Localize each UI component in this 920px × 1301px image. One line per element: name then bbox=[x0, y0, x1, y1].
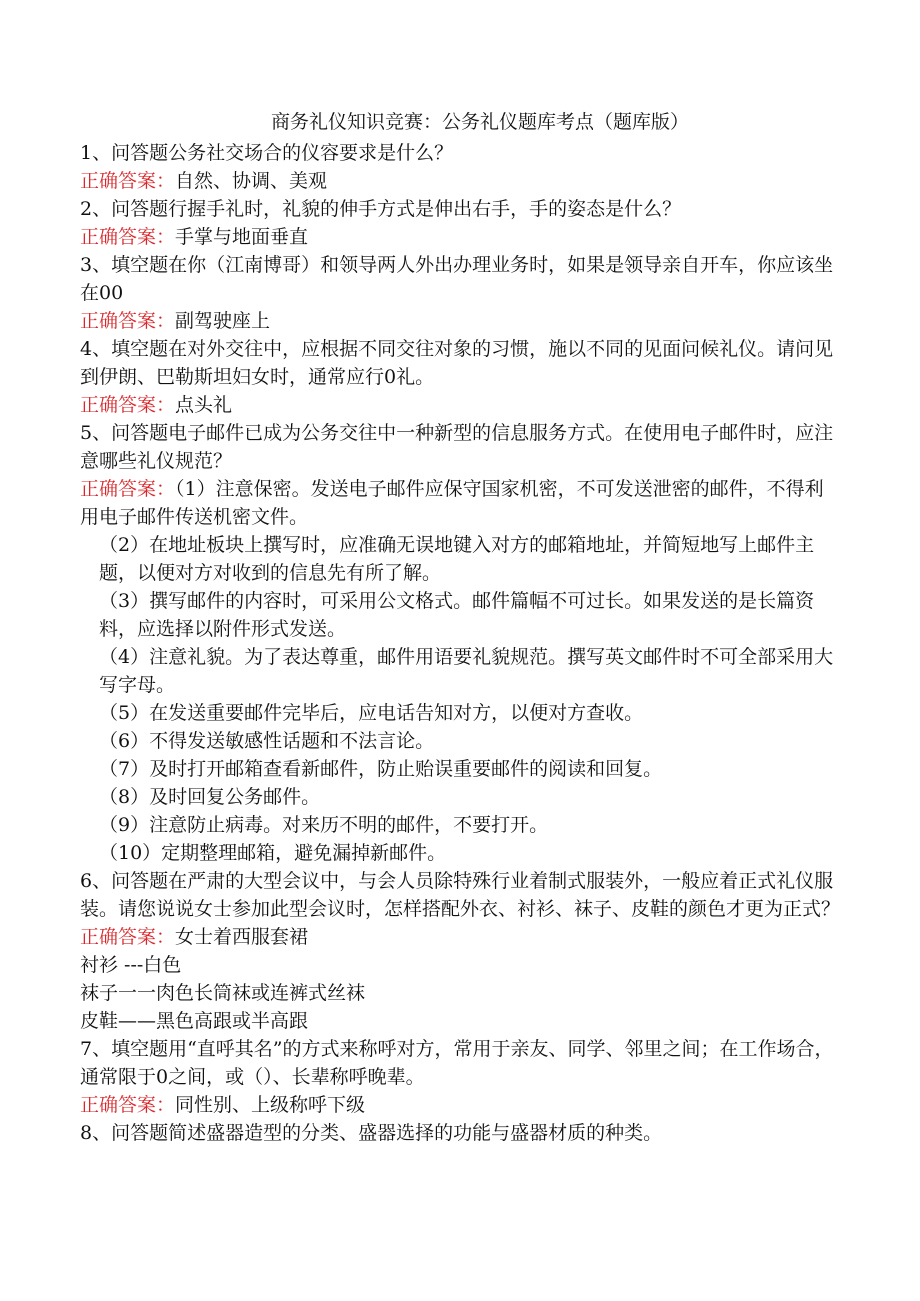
answer-label: 正确答案： bbox=[80, 226, 176, 248]
answer-6-socks: 袜子一一肉色长筒袜或连裤式丝袜 bbox=[80, 982, 366, 1004]
question-3: 3、填空题在你（江南博哥）和领导两人外出办理业务时，如果是领导亲自开车，你应该坐在00 bbox=[80, 254, 834, 304]
question-6: 6、问答题在严肃的大型会议中，与会人员除特殊行业着制式服装外，一般应着正式礼仪服装。请您说说女士参加此型会议时，怎样搭配外衣、衬衫、袜子、皮鞋的颜色才更为正式？ bbox=[80, 870, 841, 920]
document-title: 商务礼仪知识竞赛：公务礼仪题库考点（题库版） bbox=[270, 111, 689, 133]
answer-text: 点头礼 bbox=[175, 394, 233, 416]
answer-4 bbox=[80, 391, 840, 419]
question-7: 7、填空题用“直呼其名”的方式来称呼对方，常用于亲友、同学、邻里之间；在工作场合，通常限于0之间，或（）、长辈称呼晚辈。 bbox=[80, 1038, 834, 1088]
answer-5-point-3: （3）撰写邮件的内容时，可采用公文格式。邮件篇幅不可过长。如果发送的是长篇资料，应选择以附件形式发送。 bbox=[99, 590, 815, 640]
answer-text: 自然、协调、美观 bbox=[175, 170, 328, 192]
answer-5-point-10: （10）定期整理邮箱，避免漏掉新邮件。 bbox=[99, 842, 447, 864]
answer-5-point-5: （5）在发送重要邮件完毕后，应电话告知对方，以便对方查收。 bbox=[99, 702, 644, 724]
answer-text: 同性别、上级称呼下级 bbox=[175, 1094, 366, 1116]
answer-3 bbox=[80, 307, 840, 335]
answer-1 bbox=[80, 167, 840, 195]
question-5: 5、问答题电子邮件已成为公务交往中一种新型的信息服务方式。在使用电子邮件时，应注意哪些礼仪规范？ bbox=[80, 422, 834, 472]
answer-text: 副驾驶座上 bbox=[175, 310, 271, 332]
answer-label: 正确答案： bbox=[80, 926, 176, 948]
answer-label: 正确答案： bbox=[80, 394, 176, 416]
answer-label: 正确答案： bbox=[80, 170, 176, 192]
answer-label: 正确答案： bbox=[80, 478, 176, 500]
answer-5-point-9: （9）注意防止病毒。对来历不明的邮件，不要打开。 bbox=[99, 814, 549, 836]
answer-5-point-2: （2）在地址板块上撰写时，应准确无误地键入对方的邮箱地址，并简短地写上邮件主题，以便对方对收到的信息先有所了解。 bbox=[99, 534, 815, 584]
answer-label: 正确答案： bbox=[80, 310, 176, 332]
question-4: 4、填空题在对外交往中，应根据不同交往对象的习惯，施以不同的见面问候礼仪。请问见到伊朗、巴勒斯坦妇女时，通常应行0礼。 bbox=[80, 338, 834, 388]
question-2: 2、问答题行握手礼时，礼貌的伸手方式是伸出右手，手的姿态是什么？ bbox=[80, 198, 682, 220]
answer-6-shirt: 衬衫 ---白色 bbox=[80, 954, 182, 976]
answer-7 bbox=[80, 1091, 840, 1119]
answer-label: 正确答案： bbox=[80, 1094, 176, 1116]
document-page bbox=[80, 108, 840, 1147]
answer-text: 手掌与地面垂直 bbox=[175, 226, 309, 248]
answer-6-shoes: 皮鞋——黑色高跟或半高跟 bbox=[80, 1010, 309, 1032]
answer-5-point-6: （6）不得发送敏感性话题和不法言论。 bbox=[99, 730, 435, 752]
answer-5 bbox=[80, 475, 840, 531]
answer-5-point-8: （8）及时回复公务邮件。 bbox=[99, 786, 321, 808]
answer-2 bbox=[80, 223, 840, 251]
answer-text: 女士着西服套裙 bbox=[175, 926, 309, 948]
question-1: 1、问答题公务社交场合的仪容要求是什么？ bbox=[80, 142, 454, 164]
question-8: 8、问答题简述盛器造型的分类、盛器选择的功能与盛器材质的种类。 bbox=[80, 1122, 663, 1144]
answer-5-point-7: （7）及时打开邮箱查看新邮件，防止贻误重要邮件的阅读和回复。 bbox=[99, 758, 663, 780]
answer-text: （1）注意保密。发送电子邮件应保守国家机密，不可发送泄密的邮件，不得利用电子邮件传送机密文件。 bbox=[80, 478, 824, 528]
answer-6 bbox=[80, 923, 840, 951]
answer-5-point-4: （4）注意礼貌。为了表达尊重，邮件用语要礼貌规范。撰写英文邮件时不可全部采用大写字母。 bbox=[99, 646, 834, 696]
